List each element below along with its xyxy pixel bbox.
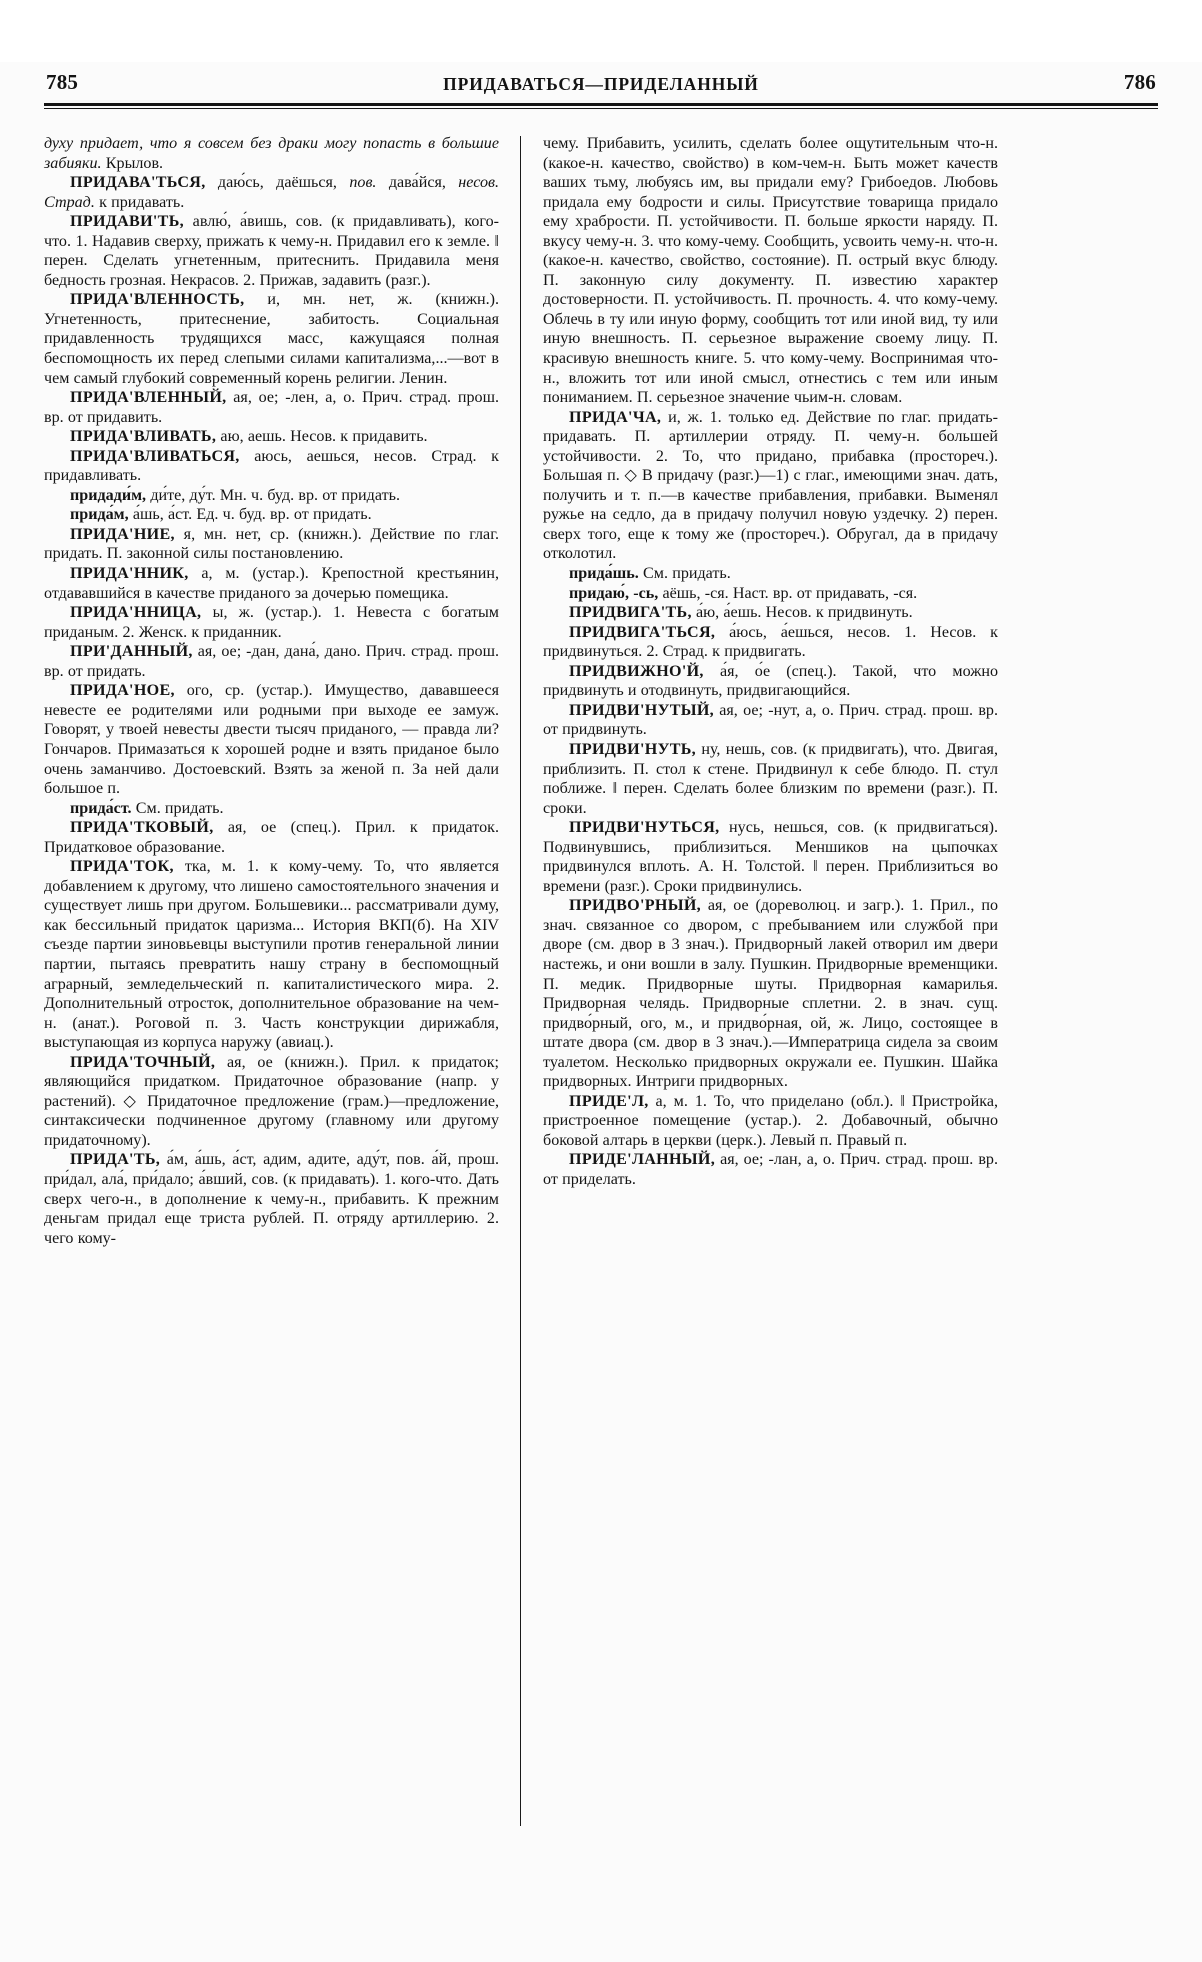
entry-pridatochnyj	[44, 1053, 499, 1151]
entry-text-italic: пов.	[349, 174, 377, 192]
entry-pridvigatsya	[543, 623, 998, 662]
headword: ПРИДЕ'Л,	[569, 1092, 649, 1110]
entry-pridelannyj	[543, 1150, 998, 1189]
entry-text: а́я, о́е (спец.). Такой, что можно придвинуть и отодвинуть, придвигающийся.	[543, 662, 998, 700]
headword: ПРИДВИ'НУТЬСЯ,	[569, 819, 720, 837]
headword: ПРИДА'ННИЦА,	[70, 604, 202, 622]
headword: прида́м,	[70, 506, 129, 524]
entry-text: ого, ср. (устар.). Имущество, дававшееся невесте ее родителями или родными при выходе ее замуж. Говорят, у твоей невесты двести тысяч приданого, — правда ли? Гончаров. Примазаться к хорошей родне и взять приданое было очень заманчиво. Достоевский. Взять за женой п. За ней дали большое п.	[44, 682, 499, 798]
headword: ПРИДВИ'НУТЬ,	[569, 740, 696, 758]
entry-pridvinutyj	[543, 701, 998, 740]
headword: ПРИДВО'РНЫЙ,	[569, 897, 701, 915]
entry-text: тка, м. 1. к кому-чему. То, что является добавлением к другому, что лишено самостоятельного значения и существует лишь при другом. Большевики... рассматривали думу, как бессильный придаток царизма... История ВКП(б). На XIV съезде партии зиновьевцы выступили против генеральной линии партии, пытаясь превратить нашу страну в беспомощный аграрный, земледельческий п. капиталистического мира. 2. Дополнительный отросток, дополнительное образование на чем-н. (анат.). Роговой п. 3. Часть конструкции дирижабля, выступающая из корпуса наружу (авиац.).	[44, 858, 499, 1052]
entry-pridvornyj	[543, 896, 998, 1091]
carryover-source: Крылов.	[105, 154, 164, 172]
carryover-paragraph-right: чему. Прибавить, усилить, сделать более ощутительным что-н. (какое-н. качество, свойство) в ком-чем-н. Быть может качеств ваших тьму, любуясь им, вы придали ему? Грибоедов. Любовь придала ему бодрости и силы. Присутствие товарища придало ему храбрости. П. устойчивости. П. больше яркости наряду. П. вкусу чему-н. 3. что кому-чему. Сообщить, усвоить чему-н. что-н. (какое-н. качество, свойство, состояние). П. острый вкус блюду. П. законную силу документу. П. известию характер достоверности. П. устойчивость. П. прочность. 4. что кому-чему. Облечь в ту или иную форму, сообщить тот или иной вид, ту или иную внешность. П. серьезное выражение своему лицу. П. красивую внешность книге. 5. что кому-чему. Воспринимая что-н., вложить тот или иной смысл, отнестись с тем или иным пониманием. П. серьезное значение чьим-н. словам.	[543, 135, 998, 407]
entry-pridash	[543, 564, 998, 584]
page-header	[44, 62, 1158, 118]
entry-pridavit	[44, 212, 499, 290]
entry-text: ну, нешь, сов. (к придвигать), что. Двигая, приблизить. П. стол к стене. Придвинул к себе блюдо. П. стул поближе. ‖ перен. Сделать более близким по времени (разг.). П. сроки.	[543, 740, 998, 817]
entry-pridavlivat	[44, 427, 499, 447]
entry-text: к придавать.	[94, 193, 185, 211]
entry-text: См. придать.	[131, 799, 224, 817]
entry-text: я, мн. нет, ср. (книжн.). Действие по глаг. придать. П. законной силы постановлению.	[44, 525, 499, 563]
headword: ПРИДАВА'ТЬСЯ,	[70, 174, 206, 192]
entry-text: а́шь, а́ст. Ед. ч. буд. вр. от придать.	[128, 506, 372, 524]
headword: ПРИДЕ'ЛАННЫЙ,	[569, 1151, 716, 1169]
entry-text: ая, ое; -дан, дана́, дано. Прич. страд. прош. вр. от придать.	[44, 643, 499, 680]
carryover-quote: духу придает, что я совсем без драки могу попасть в большие забияки.	[44, 135, 499, 172]
entry-pridvigat	[543, 603, 998, 623]
entry-text: ди́те, ду́т. Мн. ч. буд. вр. от придать.	[146, 486, 400, 504]
entry-text: даю́сь, даёшься,	[205, 174, 350, 192]
running-head: ПРИДАВАТЬСЯ—ПРИДЕЛАННЫЙ	[443, 74, 759, 94]
entry-text: а́ю, а́ешь. Несов. к придвинуть.	[691, 604, 913, 622]
entry-pridvinutsya	[543, 818, 998, 896]
entry-pridannyj	[44, 642, 499, 681]
entry-text: ая, ое; -лан, а, о. Прич. страд. прош. вр. от приделать.	[543, 1151, 998, 1188]
entry-text: и, ж. 1. только ед. Действие по глаг. придать-придавать. П. артиллерии отряду. П. чему-н. большей устойчивости. 2. То, что придано, прибавка (простореч.). Большая п. ◇ В придачу (разг.)—1) с глаг., имеющими знач. дать, получить и т. п.—в качестве прибавления, прибавки. Выменял ружье на седло, да в придачу получил новую уздечку. 2) перен. сверх того, еще к тому же (простореч.). Обругал, да в придачу отколотил.	[543, 408, 998, 563]
headword: ПРИДА'ТОЧНЫЙ,	[70, 1053, 216, 1071]
entry-pridast	[44, 799, 499, 819]
headword: ПРИДА'ВЛЕННЫЙ,	[70, 389, 227, 407]
entry-text: нусь, нешься, сов. (к придвигаться). Подвинувшись, приблизиться. Меншиков на цыпочках придвинулся вплоть. А. Н. Толстой. ‖ перен. Приблизиться во времени (разг.). Сроки придвинулись.	[543, 819, 998, 895]
entry-text: а, м. 1. То, что приделано (обл.). ‖ Пристройка, пристроенное помещение (устар.). 2. Добавочный, обычно боковой алтарь в церкви (церк.). Левый п. Правый п.	[543, 1092, 998, 1149]
entry-pridacha	[543, 408, 998, 564]
entry-pridavlennost	[44, 290, 499, 388]
headword: ПРИДА'ВЛИВАТЬ,	[70, 428, 217, 446]
entry-text: ая, ое (дореволюц. и загр.). 1. Прил., по знач. связанное со двором, с пребыванием или службой при дворе (см. двор в 3 знач.). Придворный лакей отворил им двери настежь, и они вошли в залу. Пушкин. Придворные временщики. П. медик. Придворные шуты. Придворная камарилья. Придворная челядь. Придворные сплетни. 2. в знач. сущ. придво́рный, ого, м., и придво́рная, ой, ж. Лицо, состоящее в штате двора (см. двор в 3 знач.).—Императрица сидела за своим туалетом. Несколько придворных окружали ее. Пушкин. Шайка придворных. Интриги придворных.	[543, 897, 998, 1091]
entry-pridvizhnoj	[543, 662, 998, 701]
folio-left: 785	[46, 70, 79, 94]
entry-pridadim	[44, 486, 499, 506]
left-column	[44, 134, 520, 1826]
header-rule	[44, 103, 1158, 109]
headword: ПРИДА'ЧА,	[569, 408, 662, 426]
headword: ПРИДА'НОЕ,	[70, 682, 175, 700]
entry-pridannik	[44, 564, 499, 603]
headword: прида́шь.	[569, 565, 639, 583]
headword: ПРИДА'ТОК,	[70, 858, 174, 876]
entry-pridel	[543, 1092, 998, 1151]
entry-text: аюсь, аешься, несов. Страд. к придавливать.	[44, 447, 499, 485]
entry-pridat	[44, 1150, 499, 1248]
entry-pridvinut	[543, 740, 998, 818]
headword: ПРИДВИЖНО'Й,	[569, 662, 704, 680]
entry-text: и, мн. нет, ж. (книжн.). Угнетенность, притеснение, забитость. Социальная придавленность трудящихся масс, кажущаяся полная беспомощность их перед слепыми силами капитализма,...—вот в чем самый глубокий современный корень религии. Ленин.	[44, 291, 499, 387]
entry-pridavlennyj	[44, 388, 499, 427]
entry-text: а, м. (устар.). Крепостной крестьянин, отдававшийся в качестве приданого за дочерью помещика.	[44, 565, 499, 602]
entry-text: ая, ое; -лен, а, о. Прич. страд. прош. вр. от придавить.	[44, 389, 499, 426]
entry-text: авлю́, а́вишь, сов. (к придавливать), кого-что. 1. Надавив сверху, прижать к чему-н. Придавил его к земле. ‖ перен. Сделать угнетенным, притеснить. Придавила меня бедность грозная. Некрасов. 2. Прижав, задавить (разг.).	[44, 213, 499, 289]
headword: ПРИДА'НИЕ,	[70, 525, 175, 543]
entry-text-italic: несов. Страд.	[44, 174, 499, 211]
entry-pridanie	[44, 525, 499, 564]
entry-pridanoe	[44, 681, 499, 798]
entry-text: а́юсь, а́ешься, несов. 1. Несов. к придвинуться. 2. Страд. к придвигать.	[543, 623, 998, 661]
entry-text: дава́йся,	[376, 174, 459, 192]
folio-right: 786	[1123, 70, 1156, 94]
entry-text: ая, ое (книжн.). Прил. к придаток; являющийся придатком. Придаточное образование (напр. у растений). ◇ Придаточное предложение (грам.)—предложение, синтаксически подчиненное другому (главному или другому придаточному).	[44, 1053, 499, 1149]
carryover-paragraph-left	[44, 134, 499, 173]
headword: придади́м,	[70, 486, 147, 504]
headword: ПРИ'ДАННЫЙ,	[70, 643, 193, 661]
headword: ПРИДА'ТЬ,	[70, 1151, 161, 1169]
entry-text: ая, ое (спец.). Прил. к придаток. Придатковое образование.	[44, 819, 499, 856]
entry-pridayu	[543, 584, 998, 604]
headword: придаю́, -сь,	[569, 584, 659, 602]
headword: прида́ст.	[70, 799, 132, 817]
entry-pridam	[44, 505, 499, 525]
entry-pridatkovyj	[44, 818, 499, 857]
headword: ПРИДА'ННИК,	[70, 565, 189, 583]
two-column-body	[44, 134, 1158, 1826]
entry-pridavatsya	[44, 173, 499, 212]
entry-text: ы, ж. (устар.). 1. Невеста с богатым приданым. 2. Женск. к приданник.	[44, 604, 499, 641]
headword: ПРИДА'ВЛЕННОСТЬ,	[70, 291, 245, 309]
entry-text: аёшь, -ся. Наст. вр. от придавать, -ся.	[658, 584, 918, 602]
entry-pridavlivatsya	[44, 447, 499, 486]
headword: ПРИДА'ВЛИВАТЬСЯ,	[70, 447, 240, 465]
headword: ПРИДА'ТКОВЫЙ,	[70, 819, 214, 837]
entry-text: а́м, а́шь, а́ст, адим, адите, аду́т, пов. а́й, прош. при́дал, ала́, при́дало; а́вший, сов. (к придавать). 1. кого-что. Дать сверх чего-н., в дополнение к чему-н., прибавить. К прежним деньгам придал еще триста рублей. П. отряду артиллерию. 2. чего кому-	[44, 1151, 499, 1247]
entry-pridatok	[44, 857, 499, 1052]
entry-text: ая, ое; -нут, а, о. Прич. страд. прош. вр. от придвинуть.	[543, 701, 998, 739]
entry-pridannica	[44, 603, 499, 642]
right-column	[521, 134, 998, 1826]
headword: ПРИДАВИ'ТЬ,	[70, 213, 184, 231]
entry-text: аю, аешь. Несов. к придавить.	[216, 428, 428, 446]
dictionary-page	[0, 62, 1202, 1962]
headword: ПРИДВИГА'ТЬСЯ,	[569, 623, 716, 641]
headword: ПРИДВИГА'ТЬ,	[569, 604, 692, 622]
headword: ПРИДВИ'НУТЫЙ,	[569, 701, 714, 719]
entry-text: См. придать.	[638, 565, 731, 583]
